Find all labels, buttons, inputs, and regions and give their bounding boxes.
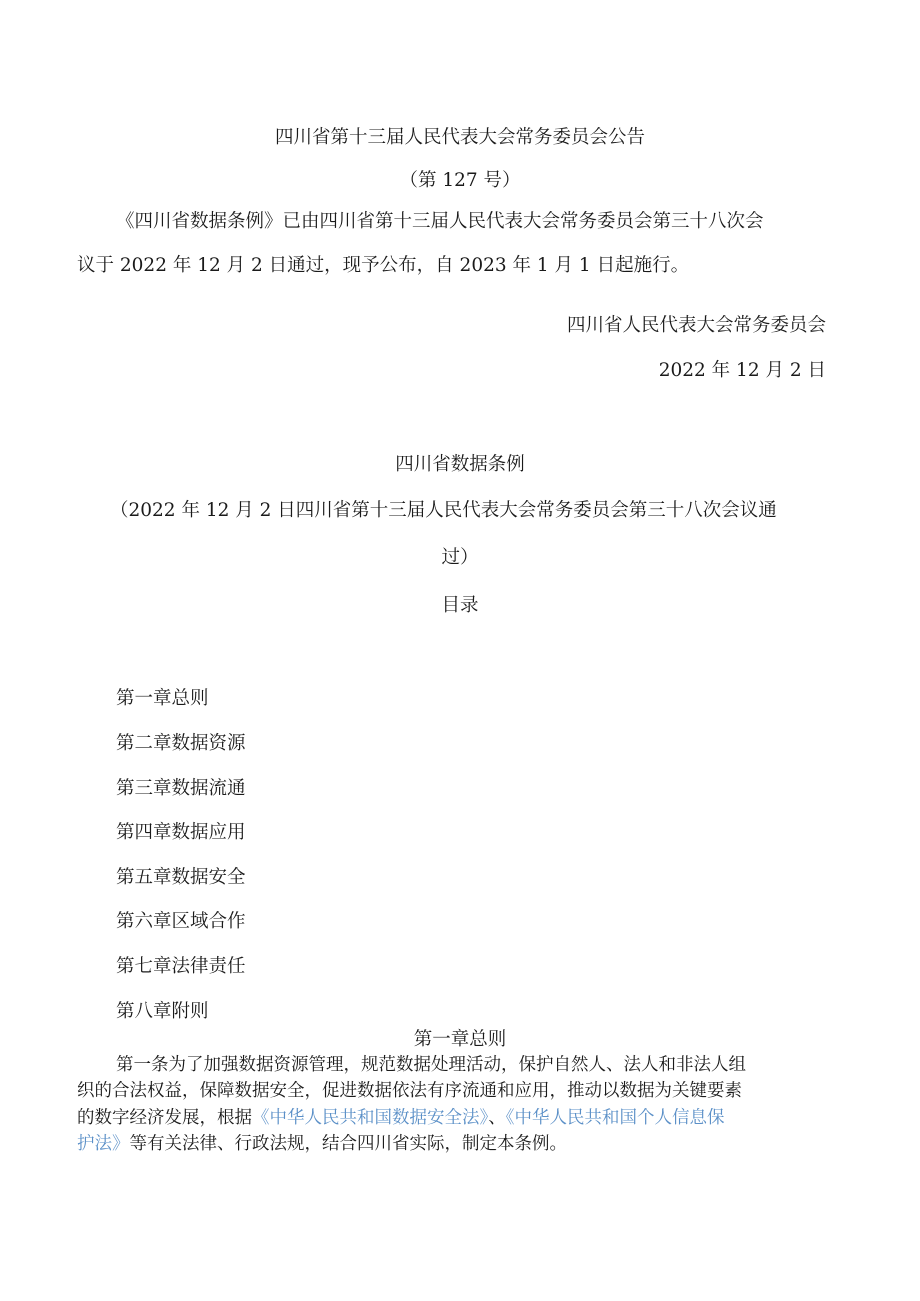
announcement-date: 2022 年 12 月 2 日 (658, 360, 826, 381)
announcement-signature: 四川省人民代表大会常务委员会 (566, 315, 826, 336)
personal-information-law-link-part-1[interactable]: 《中华人民共和国个人信息保 (505, 1108, 725, 1128)
toc-heading: 目录 (441, 595, 479, 616)
separator: 、 (488, 1108, 506, 1128)
article-1-text-end: 等有关法律、行政法规，结合四川省实际，制定本条例。 (129, 1134, 567, 1154)
personal-information-law-link-part-2[interactable]: 护法》 (77, 1134, 130, 1154)
toc-item: 第四章数据应用 (116, 822, 246, 843)
toc-item: 第二章数据资源 (116, 733, 246, 754)
regulation-subtitle-line-1: （2022 年 12 月 2 日四川省第十三届人民代表大会常务委员会第三十八次会议通 (110, 500, 777, 521)
toc-item: 第六章区域合作 (116, 911, 246, 932)
regulation-title: 四川省数据条例 (395, 454, 525, 475)
toc-item: 第三章数据流通 (116, 778, 246, 799)
data-security-law-link[interactable]: 《中华人民共和国数据安全法》 (252, 1108, 489, 1128)
chapter-1-heading: 第一章总则 (413, 1029, 507, 1050)
article-1-line-1: 第一条为了加强数据资源管理，规范数据处理活动，保护自然人、法人和非法人组 (116, 1055, 746, 1075)
article-1-text: 的数字经济发展，根据 (77, 1108, 252, 1128)
toc-item: 第七章法律责任 (116, 956, 246, 977)
toc-item: 第八章附则 (116, 1001, 209, 1022)
article-1-line-3 (77, 1110, 725, 1128)
toc-item: 第五章数据安全 (116, 867, 246, 888)
announcement-body-line-2: 议于 2022 年 12 月 2 日通过，现予公布，自 2023 年 1 月 1 日起施行。 (77, 255, 690, 276)
article-1-line-4 (77, 1136, 567, 1154)
regulation-subtitle-line-2: 过） (441, 547, 479, 568)
announcement-number: （第 127 号） (399, 170, 521, 191)
announcement-body-line-1: 《四川省数据条例》已由四川省第十三届人民代表大会常务委员会第三十八次会 (116, 211, 764, 232)
article-1-line-2: 织的合法权益，保障数据安全，促进数据依法有序流通和应用，推动以数据为关键要素 (77, 1081, 742, 1101)
toc-item: 第一章总则 (116, 688, 209, 709)
announcement-title: 四川省第十三届人民代表大会常务委员会公告 (274, 127, 645, 148)
